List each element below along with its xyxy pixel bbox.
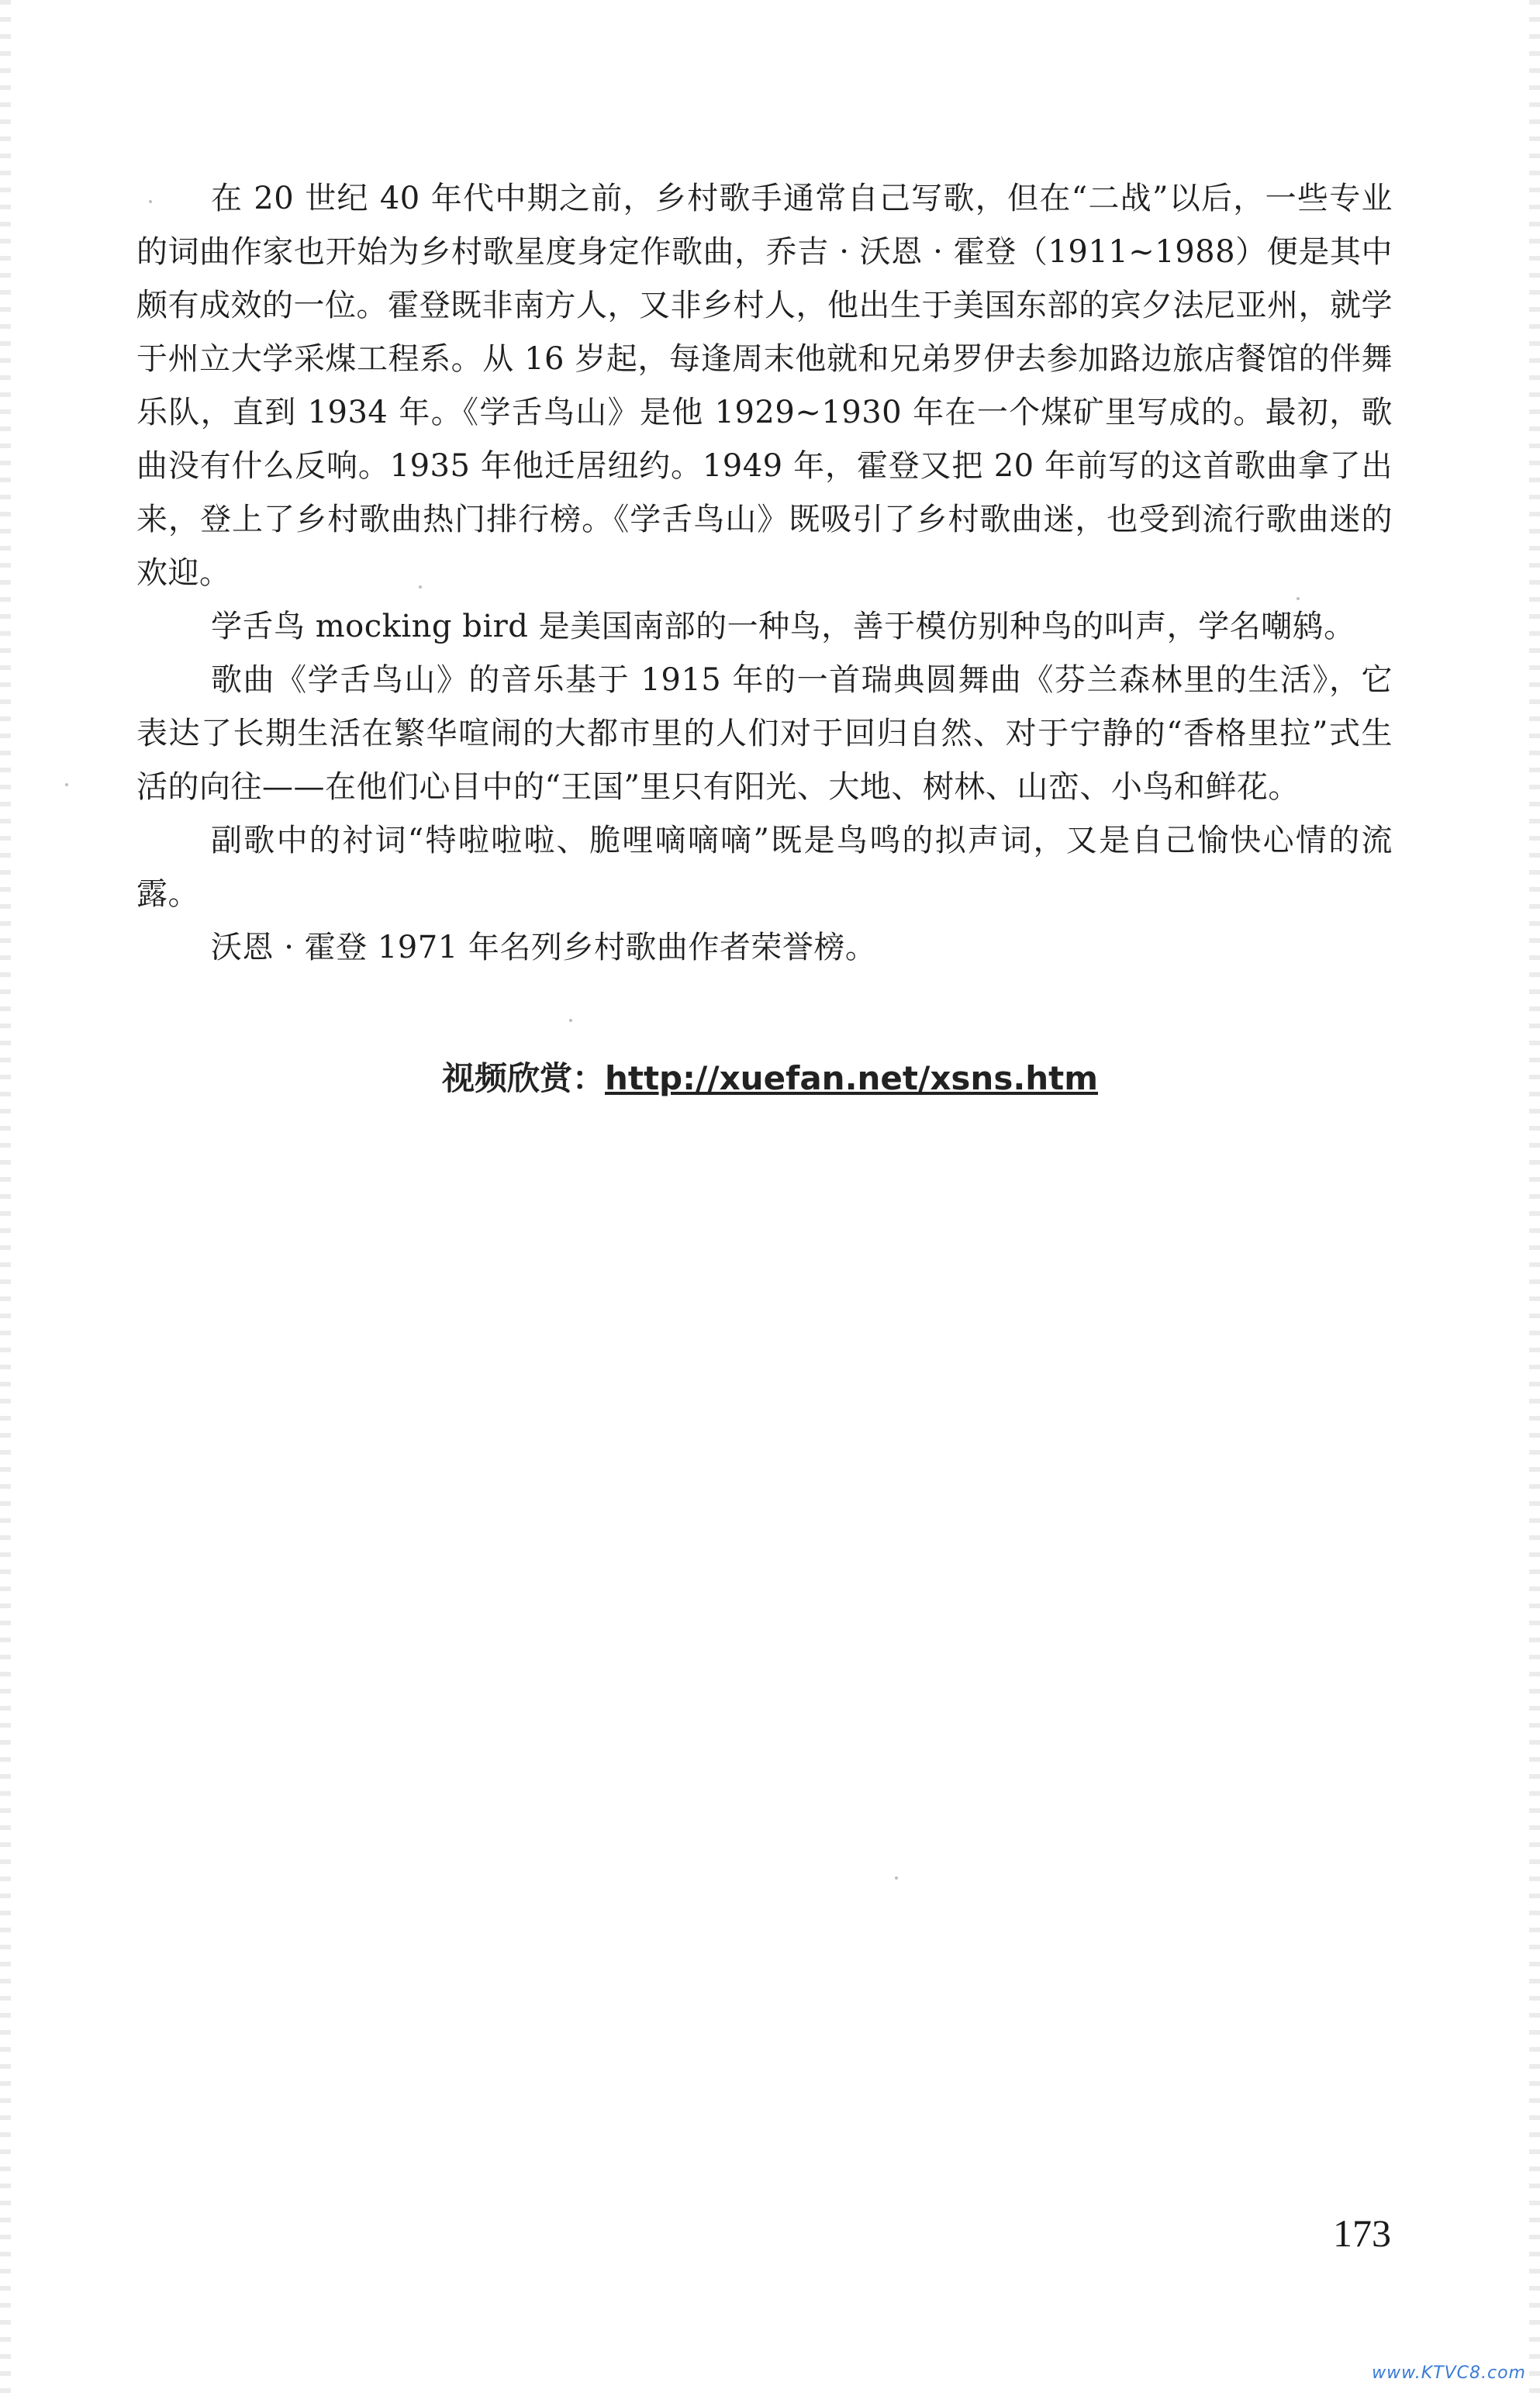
page-edge-left xyxy=(0,0,11,2396)
scan-speck xyxy=(149,200,152,203)
watermark: www.KTVC8.com xyxy=(1372,2363,1526,2383)
paragraph-honor: 沃恩 · 霍登 1971 年名列乡村歌曲作者荣誉榜。 xyxy=(211,930,877,965)
video-reference xyxy=(0,1051,1540,1106)
video-label: 视频欣赏： xyxy=(441,1059,605,1097)
paragraph-history: 在 20 世纪 40 年代中期之前，乡村歌手通常自己写歌，但在“二战”以后，一些专业的词曲作家也开始为乡村歌星度身定作歌曲，乔吉 · 沃恩 · 霍登（1911~1988）便是其中颇有成效的一位。霍登既非南方人，又非乡村人，他出生于美国东部的宾夕法尼亚州，就学于州立大学采煤工程系。从 16 岁起，每逢周末他就和兄弟罗伊去参加路边旅店餐馆的伴舞乐队，直到 1934 年。《学舌鸟山》是他 1929~1930 年在一个煤矿里写成的。最初，歌曲没有什么反响。1935 年他迁居纽约。1949 年，霍登又把 20 年前写的这首歌曲拿了出来，登上了乡村歌曲热门排行榜。《学舌鸟山》既吸引了乡村歌曲迷，也受到流行歌曲迷的欢迎。 xyxy=(136,181,1393,591)
scan-speck xyxy=(65,783,68,786)
scan-speck xyxy=(1297,597,1300,600)
page-number: 173 xyxy=(1333,2211,1391,2255)
paragraph-music-origin: 歌曲《学舌鸟山》的音乐基于 1915 年的一首瑞典圆舞曲《芬兰森林里的生活》，它表达了长期生活在繁华喧闹的大都市里的人们对于回归自然、对于宁静的“香格里拉”式生活的向往——在他们心目中的“王国”里只有阳光、大地、树林、山峦、小鸟和鲜花。 xyxy=(136,662,1393,805)
scan-speck xyxy=(895,1876,898,1880)
scan-speck xyxy=(419,585,422,589)
paragraph-chorus: 副歌中的衬词“特啦啦啦、脆哩嘀嘀嘀”既是鸟鸣的拟声词，又是自己愉快心情的流露。 xyxy=(136,823,1393,912)
scan-speck xyxy=(569,1019,572,1022)
video-link[interactable]: http://xuefan.net/xsns.htm xyxy=(604,1059,1099,1097)
article-body xyxy=(136,172,1393,975)
page-edge-right xyxy=(1529,0,1540,2396)
paragraph-mockingbird: 学舌鸟 mocking bird 是美国南部的一种鸟，善于模仿别种鸟的叫声，学名嘲鸫。 xyxy=(211,609,1355,644)
